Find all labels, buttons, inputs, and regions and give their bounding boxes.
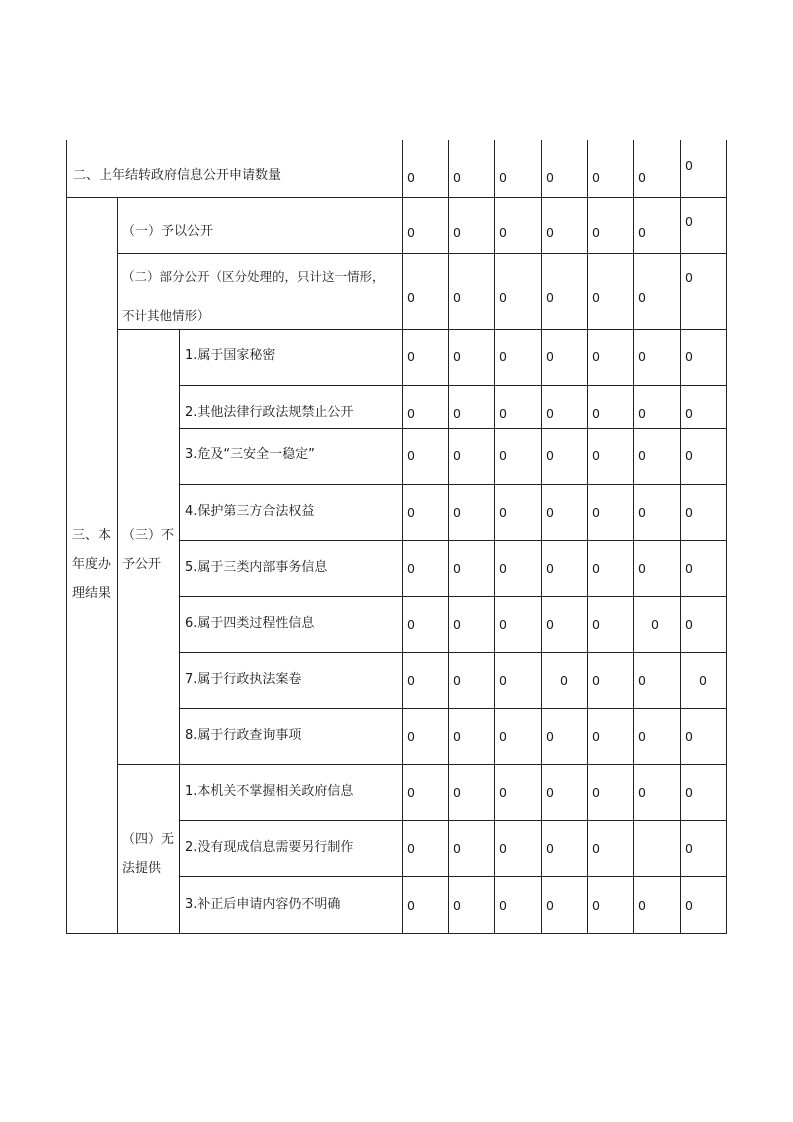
cell-value: 0	[638, 898, 646, 913]
cell-value: 0	[560, 673, 568, 688]
row-label: 1.本机关不掌握相关政府信息	[185, 784, 354, 799]
cell-value: 0	[499, 505, 507, 520]
cell-value: 0	[592, 290, 600, 305]
row-label: 8.属于行政查询事项	[185, 728, 302, 743]
cell-value: 0	[453, 225, 461, 240]
cell-value: 0	[592, 617, 600, 632]
row-label: 3.补正后申请内容仍不明确	[185, 897, 341, 912]
cell-value: 0	[546, 290, 554, 305]
cell-value: 0	[638, 349, 646, 364]
cell-value: 0	[546, 898, 554, 913]
cell-value: 0	[453, 561, 461, 576]
cell-value: 0	[499, 406, 507, 421]
row-label: 2.没有现成信息需要另行制作	[185, 840, 354, 855]
cell-value: 0	[407, 448, 415, 463]
row-label: 3.危及“三安全一稳定”	[185, 447, 315, 462]
cell-value: 0	[592, 406, 600, 421]
cell-value: 0	[453, 406, 461, 421]
cell-value: 0	[499, 561, 507, 576]
cell-value: 0	[453, 448, 461, 463]
cell-value: 0	[453, 617, 461, 632]
cell-value: 0	[592, 505, 600, 520]
cell-value: 0	[499, 673, 507, 688]
row-label: 5.属于三类内部事务信息	[185, 560, 328, 575]
cell-value: 0	[453, 673, 461, 688]
cell-value: 0	[546, 170, 554, 185]
cell-value: 0	[638, 448, 646, 463]
row-label: 2.其他法律行政法规禁止公开	[185, 405, 354, 420]
cell-value: 0	[499, 170, 507, 185]
cell-value: 0	[685, 617, 693, 632]
document-page: 二、上年结转政府信息公开申请数量 0 0 0 0 0 0 0 三、本 年度办 理结果 （一）予以公开 0 0 0 0 0 0 0 （二）部分公开（区分处理的，只计这一情形， 不计其他情形） 0 0 0 0 0 0 0 （三）不 予公开 1.属于国家秘密 0 0 0 0 0 0 0 2.其他法律行政法规禁止公开 0 0 0 0 0 0 0 3.危及“三安全一稳定” 0 0 0 0 0 0 0 4.保护第三方合法权益 0 0 0 0 0 0 0 5.属于三类内部事务信息 0 0 0 0 0 0 0 6.属于四类过程性信息 0 0 0 0 0 0 0 7.属于行政执法案卷 0 0 0 0 0 0 0 8.属于行政查询事项 0 0 0 0 0 0 0 （四）无 法提供 1.本机关不掌握相关政府信息 0 0 0 0 0 0 0 2.没有现成信息需要另行制作 0 0 0 0 0 0 3.补正后申请内容仍不明确 0 0 0 0 0 0 0	[0, 0, 793, 1122]
cell-value: 0	[453, 898, 461, 913]
cell-value: 0	[453, 841, 461, 856]
cell-value: 0	[685, 785, 693, 800]
cell-value: 0	[592, 729, 600, 744]
cell-value: 0	[546, 349, 554, 364]
cell-value: 0	[546, 841, 554, 856]
cell-value: 0	[546, 505, 554, 520]
cell-value: 0	[499, 729, 507, 744]
cell-value: 0	[638, 225, 646, 240]
cell-value: 0	[453, 505, 461, 520]
row-label: （一）予以公开	[122, 224, 214, 239]
cell-value: 0	[407, 561, 415, 576]
cell-value: 0	[685, 561, 693, 576]
cell-value: 0	[638, 673, 646, 688]
cell-value: 0	[407, 841, 415, 856]
cell-value: 0	[499, 841, 507, 856]
cell-value: 0	[453, 349, 461, 364]
cell-value: 0	[592, 841, 600, 856]
cell-value: 0	[407, 673, 415, 688]
cell-value: 0	[407, 170, 415, 185]
cell-value: 0	[685, 448, 693, 463]
cell-value: 0	[499, 349, 507, 364]
cell-value: 0	[407, 898, 415, 913]
cell-value: 0	[685, 349, 693, 364]
cell-value: 0	[699, 673, 707, 688]
cell-value: 0	[453, 170, 461, 185]
row-label: 6.属于四类过程性信息	[185, 616, 315, 631]
cell-value: 0	[685, 406, 693, 421]
cell-value: 0	[592, 898, 600, 913]
cell-value: 0	[592, 225, 600, 240]
cell-value: 0	[499, 898, 507, 913]
cell-value: 0	[638, 290, 646, 305]
cell-value: 0	[638, 561, 646, 576]
row-label: 7.属于行政执法案卷	[185, 672, 302, 687]
row-label: 4.保护第三方合法权益	[185, 504, 315, 519]
cell-value: 0	[546, 561, 554, 576]
cell-value: 0	[685, 898, 693, 913]
cell-value: 0	[592, 561, 600, 576]
cell-value: 0	[407, 225, 415, 240]
cell-value: 0	[407, 617, 415, 632]
cell-value: 0	[407, 290, 415, 305]
cell-value: 0	[685, 841, 693, 856]
cell-value: 0	[407, 785, 415, 800]
row-label: （二）部分公开（区分处理的，只计这一情形，	[122, 269, 385, 284]
cell-value: 0	[546, 617, 554, 632]
cell-value: 0	[499, 448, 507, 463]
cell-value: 0	[685, 214, 693, 229]
cell-value: 0	[546, 785, 554, 800]
cell-value: 0	[592, 349, 600, 364]
cell-value: 0	[638, 406, 646, 421]
cell-value: 0	[685, 270, 693, 285]
cell-value: 0	[407, 349, 415, 364]
cell-value: 0	[499, 290, 507, 305]
cell-value: 0	[453, 729, 461, 744]
cell-value: 0	[638, 729, 646, 744]
cell-value: 0	[685, 158, 693, 173]
cell-value: 0	[592, 448, 600, 463]
cell-value: 0	[499, 617, 507, 632]
cell-value: 0	[638, 785, 646, 800]
cell-value: 0	[685, 729, 693, 744]
cell-value: 0	[592, 673, 600, 688]
cell-value: 0	[546, 406, 554, 421]
cell-value: 0	[407, 406, 415, 421]
cell-value: 0	[453, 785, 461, 800]
row-label: 二、上年结转政府信息公开申请数量	[73, 168, 282, 183]
cell-value: 0	[592, 170, 600, 185]
cell-value: 0	[546, 448, 554, 463]
cell-value: 0	[546, 729, 554, 744]
cell-value: 0	[407, 729, 415, 744]
cell-value: 0	[499, 785, 507, 800]
row-label: 1.属于国家秘密	[185, 348, 276, 363]
cell-value: 0	[685, 505, 693, 520]
cell-value: 0	[453, 290, 461, 305]
cell-value: 0	[638, 505, 646, 520]
cell-value: 0	[592, 785, 600, 800]
cell-value: 0	[651, 617, 659, 632]
row-label: 不计其他情形）	[122, 308, 210, 323]
cell-value: 0	[407, 505, 415, 520]
cell-value: 0	[499, 225, 507, 240]
cell-value: 0	[638, 170, 646, 185]
cell-value: 0	[546, 225, 554, 240]
